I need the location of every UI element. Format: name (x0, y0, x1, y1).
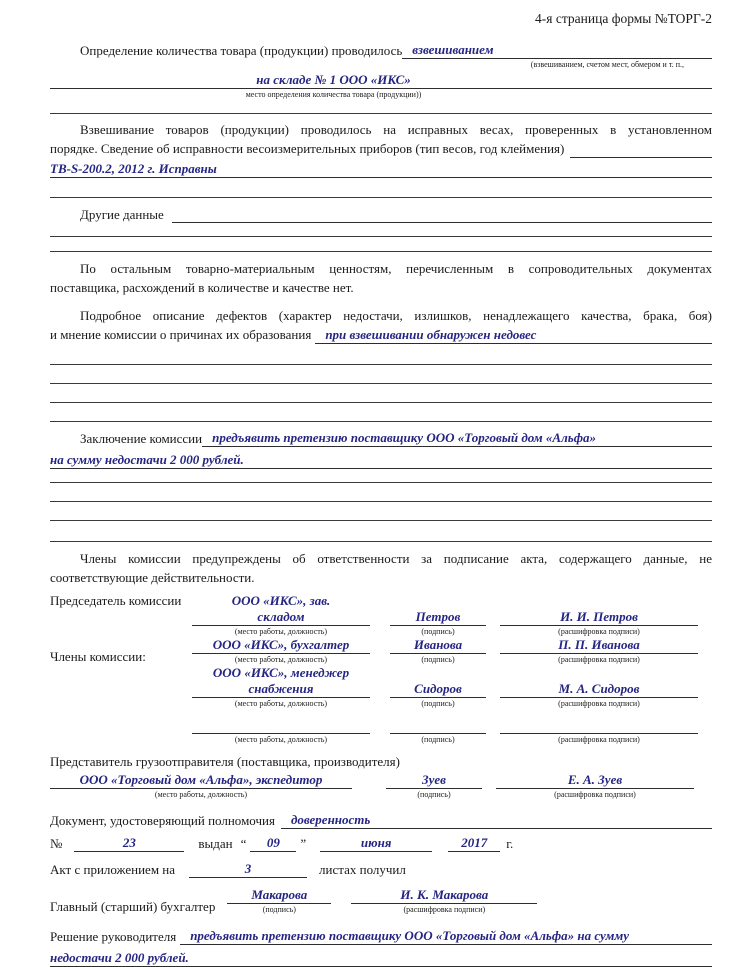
quote-open: “ (240, 836, 247, 851)
chairman-name: И. И. Петров (500, 609, 698, 626)
quantity-place-row (50, 72, 712, 89)
signature-caption: (подпись) (421, 735, 455, 744)
manager-decision-label: Решение руководителя (50, 929, 177, 944)
weighing-device-value: ТВ-S-200.2, 2012 г. Исправны (50, 161, 217, 176)
conclusion-label: Заключение комиссии (80, 431, 203, 446)
members-label: Члены комиссии: (50, 649, 146, 664)
workplace-caption: (место работы, должность) (154, 790, 248, 799)
shipper-label: Представитель грузоотправителя (поставщика, производителя) (50, 754, 400, 769)
quantity-method-hint: (взвешиванием, счетом мест, обмером и т. п., (530, 60, 684, 69)
weighing-paragraph-line1: Взвешивание товаров (продукции) проводилось на исправных весах, проверенных в установленном (80, 122, 712, 137)
member3-workplace (192, 717, 370, 734)
chairman-row-line1 (50, 592, 712, 609)
act-sheets-value: 3 (189, 861, 307, 878)
blank-line (50, 236, 712, 237)
shipper-workplace: ООО «Торговый дом «Альфа», экспедитор (50, 772, 352, 789)
quantity-place-field (50, 72, 712, 89)
chairman-label: Председатель комиссии (50, 593, 182, 608)
blank-line (50, 197, 712, 198)
authority-document-label: Документ, удостоверяющий полномочия (50, 813, 275, 828)
act-received-row (50, 861, 712, 878)
year-suffix-label: г. (506, 836, 514, 851)
blank-line (50, 383, 712, 384)
blank-line (50, 364, 712, 365)
member1-row (50, 637, 712, 665)
transcript-caption: (расшифровка подписи) (558, 699, 640, 708)
signature-caption: (подпись) (421, 699, 455, 708)
blank-line (50, 520, 712, 521)
defects-line2-row (50, 325, 712, 344)
other-data-field (172, 206, 712, 223)
page-title: 4-я страница формы №ТОРГ-2 (535, 11, 712, 26)
member2-row-line1 (50, 665, 712, 681)
weighing-device-field (50, 161, 712, 178)
manager-decision-value-line2: недостачи 2 000 рублей. (50, 950, 189, 965)
member2-row-line2 (50, 681, 712, 709)
other-data-label: Другие данные (80, 207, 164, 222)
signature-caption: (подпись) (421, 655, 455, 664)
member2-workplace-line1: ООО «ИКС», менеджер (212, 665, 350, 680)
member2-name: М. А. Сидоров (500, 681, 698, 698)
defects-line2-label: и мнение комиссии о причинах их образования (50, 327, 312, 342)
act-received-label-before: Акт с приложением на (50, 862, 176, 877)
workplace-caption: (место работы, должность) (234, 655, 328, 664)
conclusion-field-line1 (202, 430, 712, 447)
blank-line (50, 251, 712, 252)
no-discrepancy-line1: По остальным товарно-материальным ценностям, перечисленным в сопроводительных документах (80, 261, 712, 276)
chief-accountant-row (50, 887, 712, 915)
member1-workplace: ООО «ИКС», бухгалтер (192, 637, 370, 654)
chief-accountant-signature: Макарова (227, 887, 331, 904)
document-month-value: июня (320, 835, 432, 852)
workplace-caption: (место работы, должность) (234, 735, 328, 744)
authority-number-row (50, 835, 712, 852)
weighing-paragraph-line2 (50, 139, 712, 158)
transcript-caption: (расшифровка подписи) (558, 627, 640, 636)
shipper-row (50, 772, 712, 800)
member3-empty-row (50, 717, 712, 745)
blank-line (50, 501, 712, 502)
member3-name (500, 717, 698, 734)
quote-close: ” (300, 836, 307, 851)
member2-workplace-line2: снабжения (192, 681, 370, 698)
warning-line2: соответствующие действительности. (50, 570, 255, 585)
chairman-signature: Петров (390, 609, 486, 626)
conclusion-field-line2 (50, 452, 712, 469)
transcript-caption: (расшифровка подписи) (403, 905, 486, 914)
conclusion-value-line1: предъявить претензию поставщику ООО «Торговый дом «Альфа» (212, 430, 597, 445)
other-data-row (50, 206, 712, 223)
authority-document-field (281, 812, 712, 829)
member2-signature: Сидоров (390, 681, 486, 698)
defects-field (315, 327, 712, 344)
signature-caption: (подпись) (421, 627, 455, 636)
blank-line (50, 541, 712, 542)
blank-line (50, 421, 712, 422)
manager-decision-field-line1 (180, 928, 712, 945)
number-sign-label: № (50, 836, 63, 851)
warning-line1: Члены комиссии предупреждены об ответственности за подписание акта, содержащего данные, не (80, 551, 712, 566)
signature-caption: (подпись) (262, 905, 296, 914)
quantity-method-value: взвешиванием (412, 42, 494, 57)
member3-signature (390, 717, 486, 734)
act-received-label-after: листах получил (319, 862, 406, 877)
blank-line (50, 402, 712, 403)
document-number-value: 23 (74, 835, 184, 852)
chairman-workplace-line2: складом (192, 609, 370, 626)
document-day-value: 09 (250, 835, 296, 852)
quantity-place-value: на складе № 1 ООО «ИКС» (256, 72, 411, 87)
document-year-value: 2017 (448, 835, 500, 852)
authority-document-row (50, 812, 712, 829)
defects-value: при взвешивании обнаружен недовес (325, 327, 537, 342)
workplace-caption: (место работы, должность) (234, 699, 328, 708)
manager-decision-row (50, 928, 712, 945)
weighing-device-lead-line (570, 157, 712, 158)
defects-line1: Подробное описание дефектов (характер недостачи, излишков, ненадлежащего качества, брака, боя) (80, 308, 712, 323)
shipper-signature: Зуев (386, 772, 482, 789)
signature-caption: (подпись) (417, 790, 451, 799)
transcript-caption: (расшифровка подписи) (554, 790, 636, 799)
manager-decision-value-line1: предъявить претензию поставщику ООО «Торговый дом «Альфа» на сумму (190, 928, 630, 943)
quantity-place-hint: место определения количества товара (продукции)) (245, 90, 422, 99)
shipper-name: Е. А. Зуев (496, 772, 694, 789)
chairman-row-line2 (50, 609, 712, 637)
blank-line (50, 482, 712, 483)
conclusion-value-line2: на сумму недостачи 2 000 рублей. (50, 452, 244, 467)
member1-signature: Иванова (390, 637, 486, 654)
blank-line (50, 113, 712, 114)
transcript-caption: (расшифровка подписи) (558, 735, 640, 744)
chief-accountant-name: И. К. Макарова (351, 887, 537, 904)
quantity-method-label: Определение количества товара (продукции) проводилось (80, 43, 403, 58)
no-discrepancy-line2: поставщика, расхождений в количестве и качестве нет. (50, 280, 354, 295)
authority-document-value: доверенность (290, 812, 371, 827)
conclusion-row (50, 430, 712, 447)
quantity-method-field (402, 42, 712, 59)
quantity-method-row (50, 42, 712, 59)
transcript-caption: (расшифровка подписи) (558, 655, 640, 664)
manager-decision-field-line2 (50, 950, 712, 967)
issued-label: выдан (198, 836, 233, 851)
chief-accountant-label: Главный (старший) бухгалтер (50, 899, 216, 914)
member1-name: П. П. Иванова (500, 637, 698, 654)
chairman-workplace-line1: ООО «ИКС», зав. (231, 593, 331, 608)
weighing-paragraph-line2-text: порядке. Сведение об исправности весоизмерительных приборов (тип весов, год клеймения) (50, 141, 565, 156)
workplace-caption: (место работы, должность) (234, 627, 328, 636)
